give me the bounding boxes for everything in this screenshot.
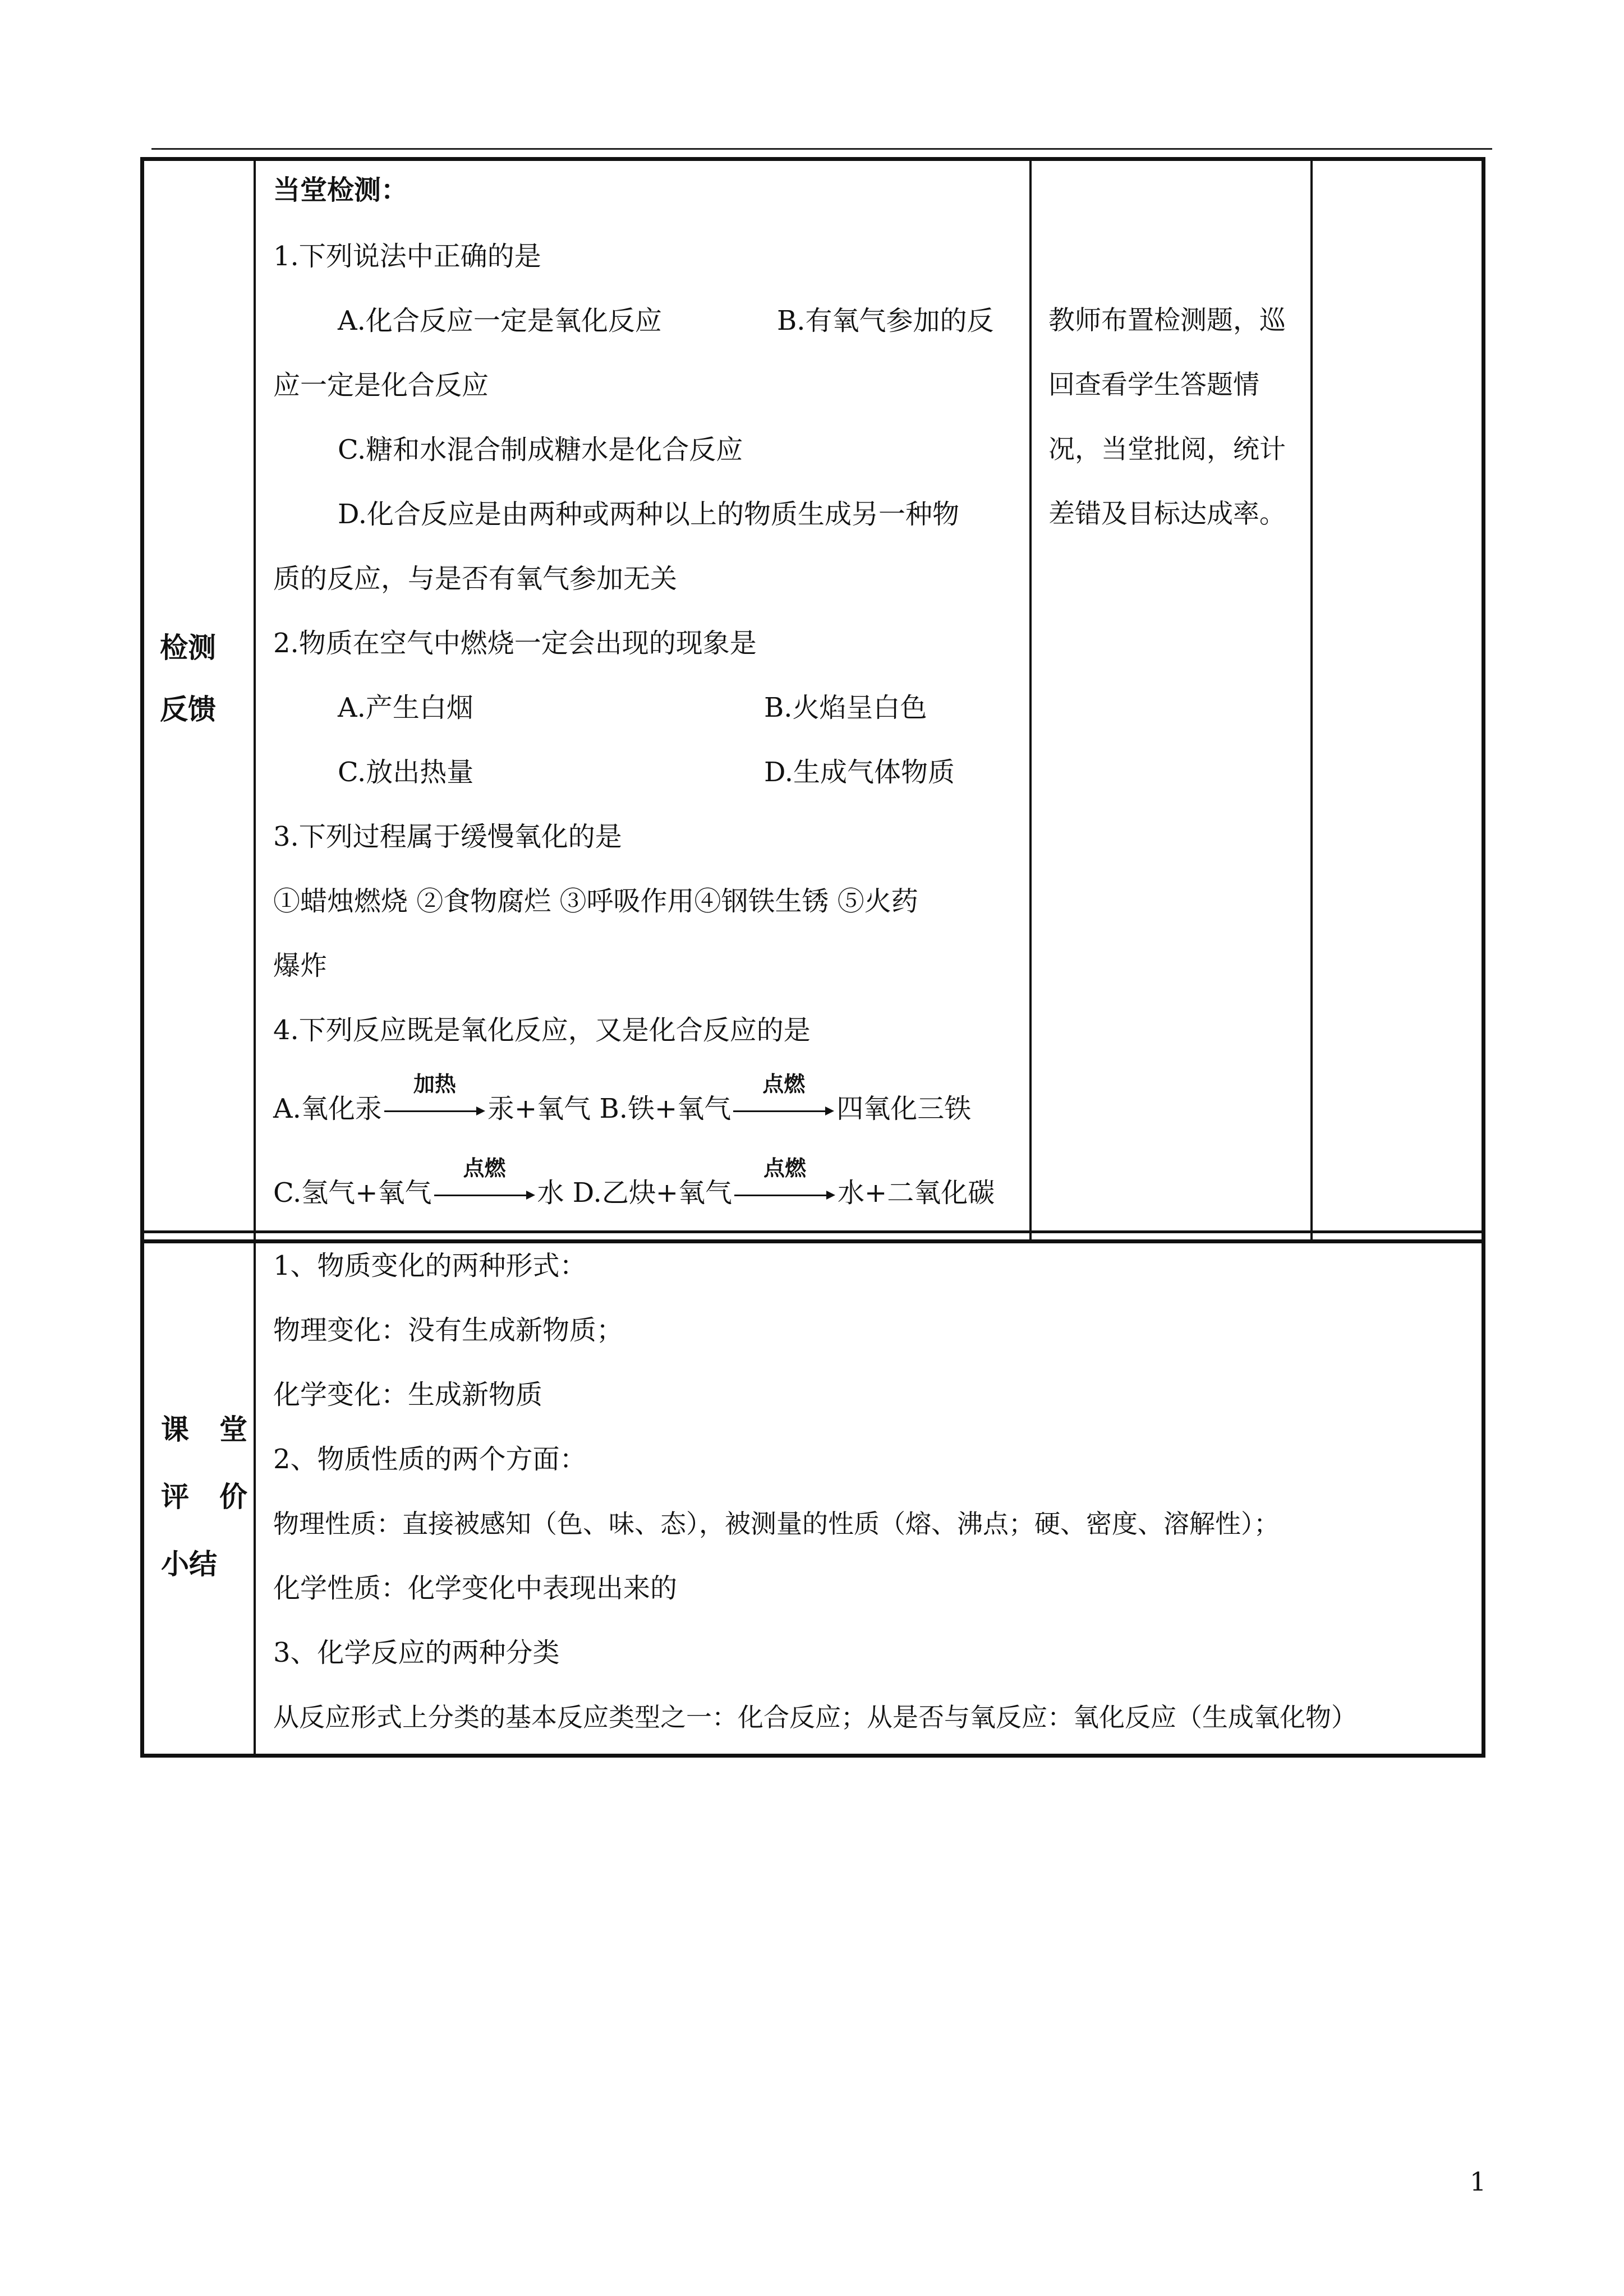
reaction-arrow (733, 1072, 834, 1126)
feedback-label-line2: 反馈 (160, 693, 216, 726)
reaction-c-reactant: C.氢气+氧气 (273, 1177, 432, 1209)
summary-table (140, 1230, 1485, 1758)
reaction-arrow (434, 1156, 535, 1210)
question-2-option-b: B.火焰呈白色 (764, 692, 927, 723)
question-4-stem: 4.下列反应既是氧化反应，又是化合反应的是 (273, 1015, 811, 1046)
reaction-d-condition: 点燃 (763, 1156, 807, 1181)
summary-label-line1: 课 堂 (161, 1413, 249, 1446)
question-3-stem: 3.下列过程属于缓慢氧化的是 (273, 821, 622, 852)
teacher-note-line: 回查看学生答题情 (1048, 370, 1259, 400)
summary-line: 2、物质性质的两个方面： (273, 1444, 587, 1475)
reaction-d-product: 水+二氧化碳 (838, 1177, 995, 1209)
question-2-option-a: A.产生白烟 (338, 692, 473, 723)
question-4-options-cd (273, 1156, 995, 1210)
reaction-b-condition: 点燃 (762, 1072, 806, 1096)
column-divider (1029, 161, 1032, 1239)
reaction-d-reactant: D.乙炔+氧气 (572, 1177, 733, 1209)
header-rule (151, 148, 1492, 150)
teacher-note-line: 况，当堂批阅，统计 (1048, 434, 1286, 465)
reaction-arrow (734, 1156, 835, 1210)
reaction-arrow (384, 1072, 485, 1126)
question-3-options-cont: 爆炸 (273, 950, 328, 981)
reaction-a-condition: 加热 (413, 1072, 456, 1096)
summary-line: 化学性质：化学变化中表现出来的 (273, 1573, 678, 1604)
column-divider (1310, 161, 1313, 1239)
summary-line: 物理性质：直接被感知（色、味、态），被测量的性质（熔、沸点；硬、密度、溶解性）； (273, 1509, 1280, 1539)
summary-line: 物理变化：没有生成新物质； (273, 1315, 624, 1346)
summary-label-line3: 小结 (161, 1547, 217, 1580)
question-1-option-b: B.有氧气参加的反 (777, 305, 994, 336)
question-2-option-d: D.生成气体物质 (764, 757, 955, 788)
reaction-c-product: 水 (537, 1177, 564, 1209)
question-3-options: ①蜡烛燃烧 ②食物腐烂 ③呼吸作用④钢铁生锈 ⑤火药 (273, 886, 918, 917)
question-1-option-d: D.化合反应是由两种或两种以上的物质生成另一种物 (338, 499, 960, 530)
question-1-option-d-cont: 质的反应，与是否有氧气参加无关 (273, 563, 678, 594)
feedback-heading: 当堂检测： (273, 174, 408, 206)
reaction-a-reactant: A.氧化汞 (273, 1093, 382, 1124)
page-number: 1 (1470, 2166, 1487, 2197)
reaction-a-product: 汞+氧气 (487, 1093, 591, 1124)
column-divider (254, 161, 256, 1239)
teacher-note-line: 教师布置检测题，巡 (1048, 305, 1286, 336)
question-1-stem: 1.下列说法中正确的是 (273, 241, 541, 272)
question-2-option-c: C.放出热量 (338, 757, 474, 788)
question-1-option-b-cont: 应一定是化合反应 (273, 370, 489, 401)
summary-line: 从反应形式上分类的基本反应类型之一：化合反应；从是否与氧反应：氧化反应（生成氧化物） (273, 1702, 1357, 1732)
summary-line: 3、化学反应的两种分类 (273, 1637, 560, 1668)
question-4-options-ab (273, 1072, 972, 1126)
summary-label-line2: 评 价 (161, 1480, 249, 1513)
question-1-option-c: C.糖和水混合制成糖水是化合反应 (338, 434, 743, 465)
reaction-b-reactant: B.铁+氧气 (599, 1093, 732, 1124)
question-1-option-a: A.化合反应一定是氧化反应 (338, 305, 662, 336)
feedback-table (140, 157, 1485, 1243)
reaction-b-product: 四氧化三铁 (836, 1093, 972, 1124)
teacher-note-line: 差错及目标达成率。 (1048, 499, 1286, 529)
summary-line: 1、物质变化的两种形式： (273, 1250, 587, 1281)
feedback-label-line1: 检测 (160, 631, 216, 664)
column-divider (254, 1233, 256, 1754)
summary-line: 化学变化：生成新物质 (273, 1379, 543, 1410)
reaction-c-condition: 点燃 (463, 1156, 506, 1181)
question-2-stem: 2.物质在空气中燃烧一定会出现的现象是 (273, 628, 757, 659)
